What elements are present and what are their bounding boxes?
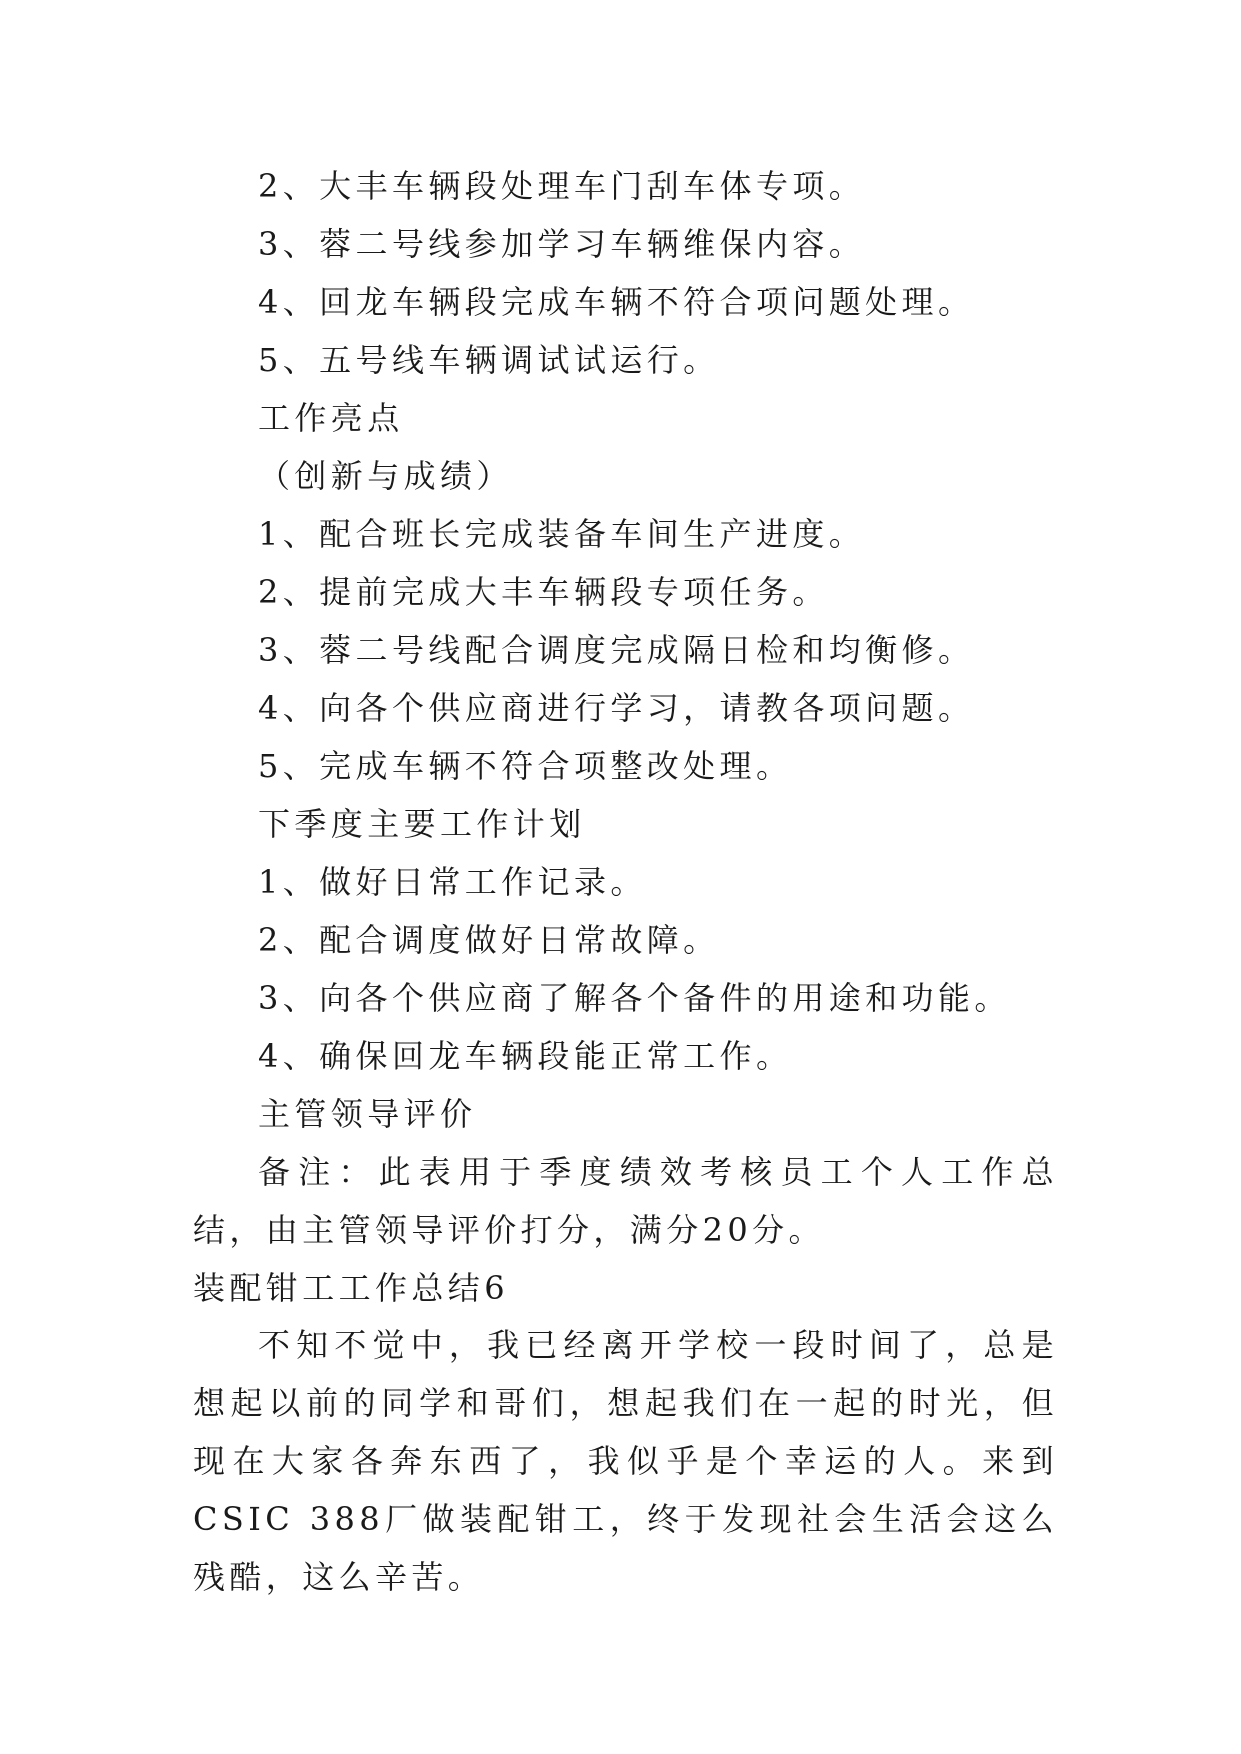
list-item: 4、确保回龙车辆段能正常工作。 xyxy=(258,1037,793,1075)
list-item: 4、回龙车辆段完成车辆不符合项问题处理。 xyxy=(258,283,975,321)
section-subheading: （创新与成绩） xyxy=(258,457,513,495)
list-item: 4、向各个供应商进行学习，请教各项问题。 xyxy=(258,689,975,727)
body-paragraph: 不知不觉中，我已经离开学校一段时间了，总是想起以前的同学和哥们，想起我们在一起的时光，但现在大家各奔东西了，我似乎是个幸运的人。来到CSIC 388厂做装配钳工，终于发现社会生活会这么残酷，这么辛苦。 xyxy=(193,1326,1058,1596)
section-heading: 工作亮点 xyxy=(258,399,404,437)
list-item: 2、配合调度做好日常故障。 xyxy=(258,921,720,959)
section-heading: 下季度主要工作计划 xyxy=(258,805,586,843)
list-item: 3、蓉二号线配合调度完成隔日检和均衡修。 xyxy=(258,631,975,669)
list-item: 1、配合班长完成装备车间生产进度。 xyxy=(258,515,866,553)
list-item: 3、向各个供应商了解各个备件的用途和功能。 xyxy=(258,979,1011,1017)
note-paragraph: 备注：此表用于季度绩效考核员工个人工作总结，由主管领导评价打分，满分20分。 xyxy=(193,1153,1058,1249)
list-item: 3、蓉二号线参加学习车辆维保内容。 xyxy=(258,225,866,263)
section-heading: 主管领导评价 xyxy=(258,1095,477,1133)
list-item: 2、大丰车辆段处理车门刮车体专项。 xyxy=(258,167,866,205)
section-title: 装配钳工工作总结6 xyxy=(193,1269,509,1307)
list-item: 1、做好日常工作记录。 xyxy=(258,863,647,901)
list-item: 5、完成车辆不符合项整改处理。 xyxy=(258,747,793,785)
list-item: 5、五号线车辆调试试运行。 xyxy=(258,341,720,379)
list-item: 2、提前完成大丰车辆段专项任务。 xyxy=(258,573,829,611)
